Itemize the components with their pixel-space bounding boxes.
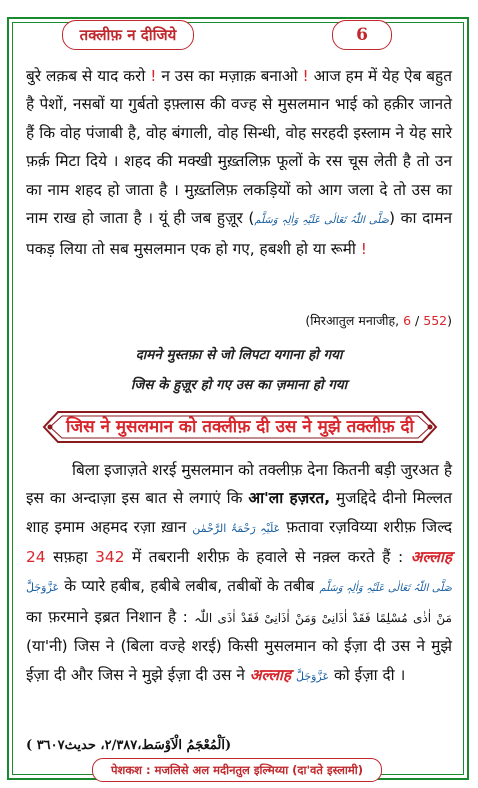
volume-number: 24 (26, 548, 46, 567)
hadith-arabic: مَنْ اٰذٰی مُسْلِمًا فَقَدْ اٰذَانِیْ وَمَنْ اٰذَانِیْ فَقَدْ اٰذَی اللّٰہ (194, 611, 452, 626)
allah-name: अल्लाह (410, 548, 452, 567)
source-book: (मिरआतुल मनाजीह, (305, 313, 404, 328)
page-ref-number: 342 (95, 548, 125, 567)
para1-text-3: आज हम में येह ऐब बहुत है पेशों, नसबों या गुर्बतो इफ़्लास की वज्ह से मुसलमान भाई को हक़ीर जानते हैं कि वोह पंजाबी है, वोह बंगाली, वोह सिन्धी, वोह सरहदी इस्लाम ने येह सारे फ़र्क़ मिटा दिये । शहद की मक्खी मुख़्तलिफ़ फूलों के रस चूस लेती है तो उन का नाम शहद हो जाता है । मुख़्तलिफ़ लकड़ियों को आग जला दे तो उस का नाम राख हो जाता है । यूं ही जब हुज़ूर ( (26, 67, 452, 228)
para2-text-3: फ़तावा रज़विय्या शरीफ़ जिल्द (280, 517, 452, 536)
running-title: तक्लीफ़ न दीजिये (62, 20, 194, 50)
source-separator: / (411, 313, 424, 328)
azza-wajal-calligraphy: عَزَّوَجَلَّ (295, 669, 330, 683)
para2-text-5: में तबरानी शरीफ़ के हवाले से नक़्ल करते हैं : (124, 548, 411, 567)
para1-text-4: ) का दामन पकड़ लिया तो सब मुसलमान एक हो गए, हबशी हो या रूमी (26, 209, 452, 259)
salawat-calligraphy: صَلَّی اللّٰہُ تَعَالٰی عَلَیْہِ وَاٰلِہٖ وَسَلَّم (254, 215, 390, 227)
allah-name: अल्लाह (249, 665, 292, 684)
source-page: 552 (423, 313, 448, 328)
para2-text-8: (या'नी) जिस ने (बिला वज्हे शरई) किसी मुसलमान को ईज़ा दी उस ने मुझे ईज़ा दी और जिस ने मुझे ईज़ा दी उस ने (26, 637, 452, 684)
couplet-line-1: दामने मुस्तफ़ा से जो लिपटा यगाना हो गया (135, 347, 343, 363)
source-citation (305, 312, 452, 329)
para2-text-7: का फ़रमाने इब्रत निशान है : (26, 608, 195, 627)
para2-text-2: मुजद्दिदे दीनो मिल्लत शाह इमाम अहमद रज़ा ख़ान (26, 489, 452, 536)
footer-presenter: पेशकश : मजलिसे अल मदीनतुल इल्मिय्या (दा'वते इस्लामी) (92, 758, 382, 782)
azza-wajal-calligraphy: عَزَّوَجَلَّ (26, 580, 60, 594)
paragraph-1 (26, 62, 452, 264)
para2-text-1: बिला इजाज़ते शरई मुसलमान को तक्लीफ़ देना कितनी बड़ी जुरअत है इस का अन्दाज़ा इस बात से लगाएं कि (26, 461, 452, 508)
page-number: 6 (332, 20, 392, 50)
exclamation-mark: ! (302, 67, 309, 85)
exclamation-mark: ! (150, 67, 157, 85)
source-volume: 6 (403, 313, 412, 328)
para2-text-4: सफ़हा (45, 548, 96, 567)
paragraph-2 (26, 456, 452, 691)
para1-text-1: बुरे लक़ब से याद करो (26, 67, 151, 85)
para1-text-2: न उस का मज़ाक़ बनाओ (156, 67, 303, 85)
para2-text-6: के प्यारे हबीब, हबीबे लबीब, तबीबों के तबीब (59, 576, 320, 595)
para2-text-9: को ईज़ा दी । (329, 665, 406, 684)
source-close: ) (447, 313, 452, 328)
ala-hazrat-title: आ'ला हज़रत, (248, 489, 331, 508)
section-heading: जिस ने मुसलमान को तक्लीफ़ दी उस ने मुझे तक्लीफ़ दी (66, 417, 414, 437)
rahma-calligraphy: عَلَیْہِ رَحْمَۃُ الرَّحْمٰن (192, 521, 281, 535)
hadith-reference: ( اَلْمُعْجَمُ الْاَوْسَط،٢/٣٨٧، حديث٣٦٠٧) (26, 738, 232, 753)
salawat-calligraphy: صَلَّی اللّٰہُ تَعَالٰی عَلَیْہِ وَاٰلِہٖ وَسَلَّم (319, 582, 452, 594)
couplet-line-2: जिस के हुज़ूर हो गए उस का ज़माना हो गया (130, 377, 348, 393)
exclamation-mark: ! (360, 240, 367, 259)
section-heading-banner (40, 408, 440, 446)
